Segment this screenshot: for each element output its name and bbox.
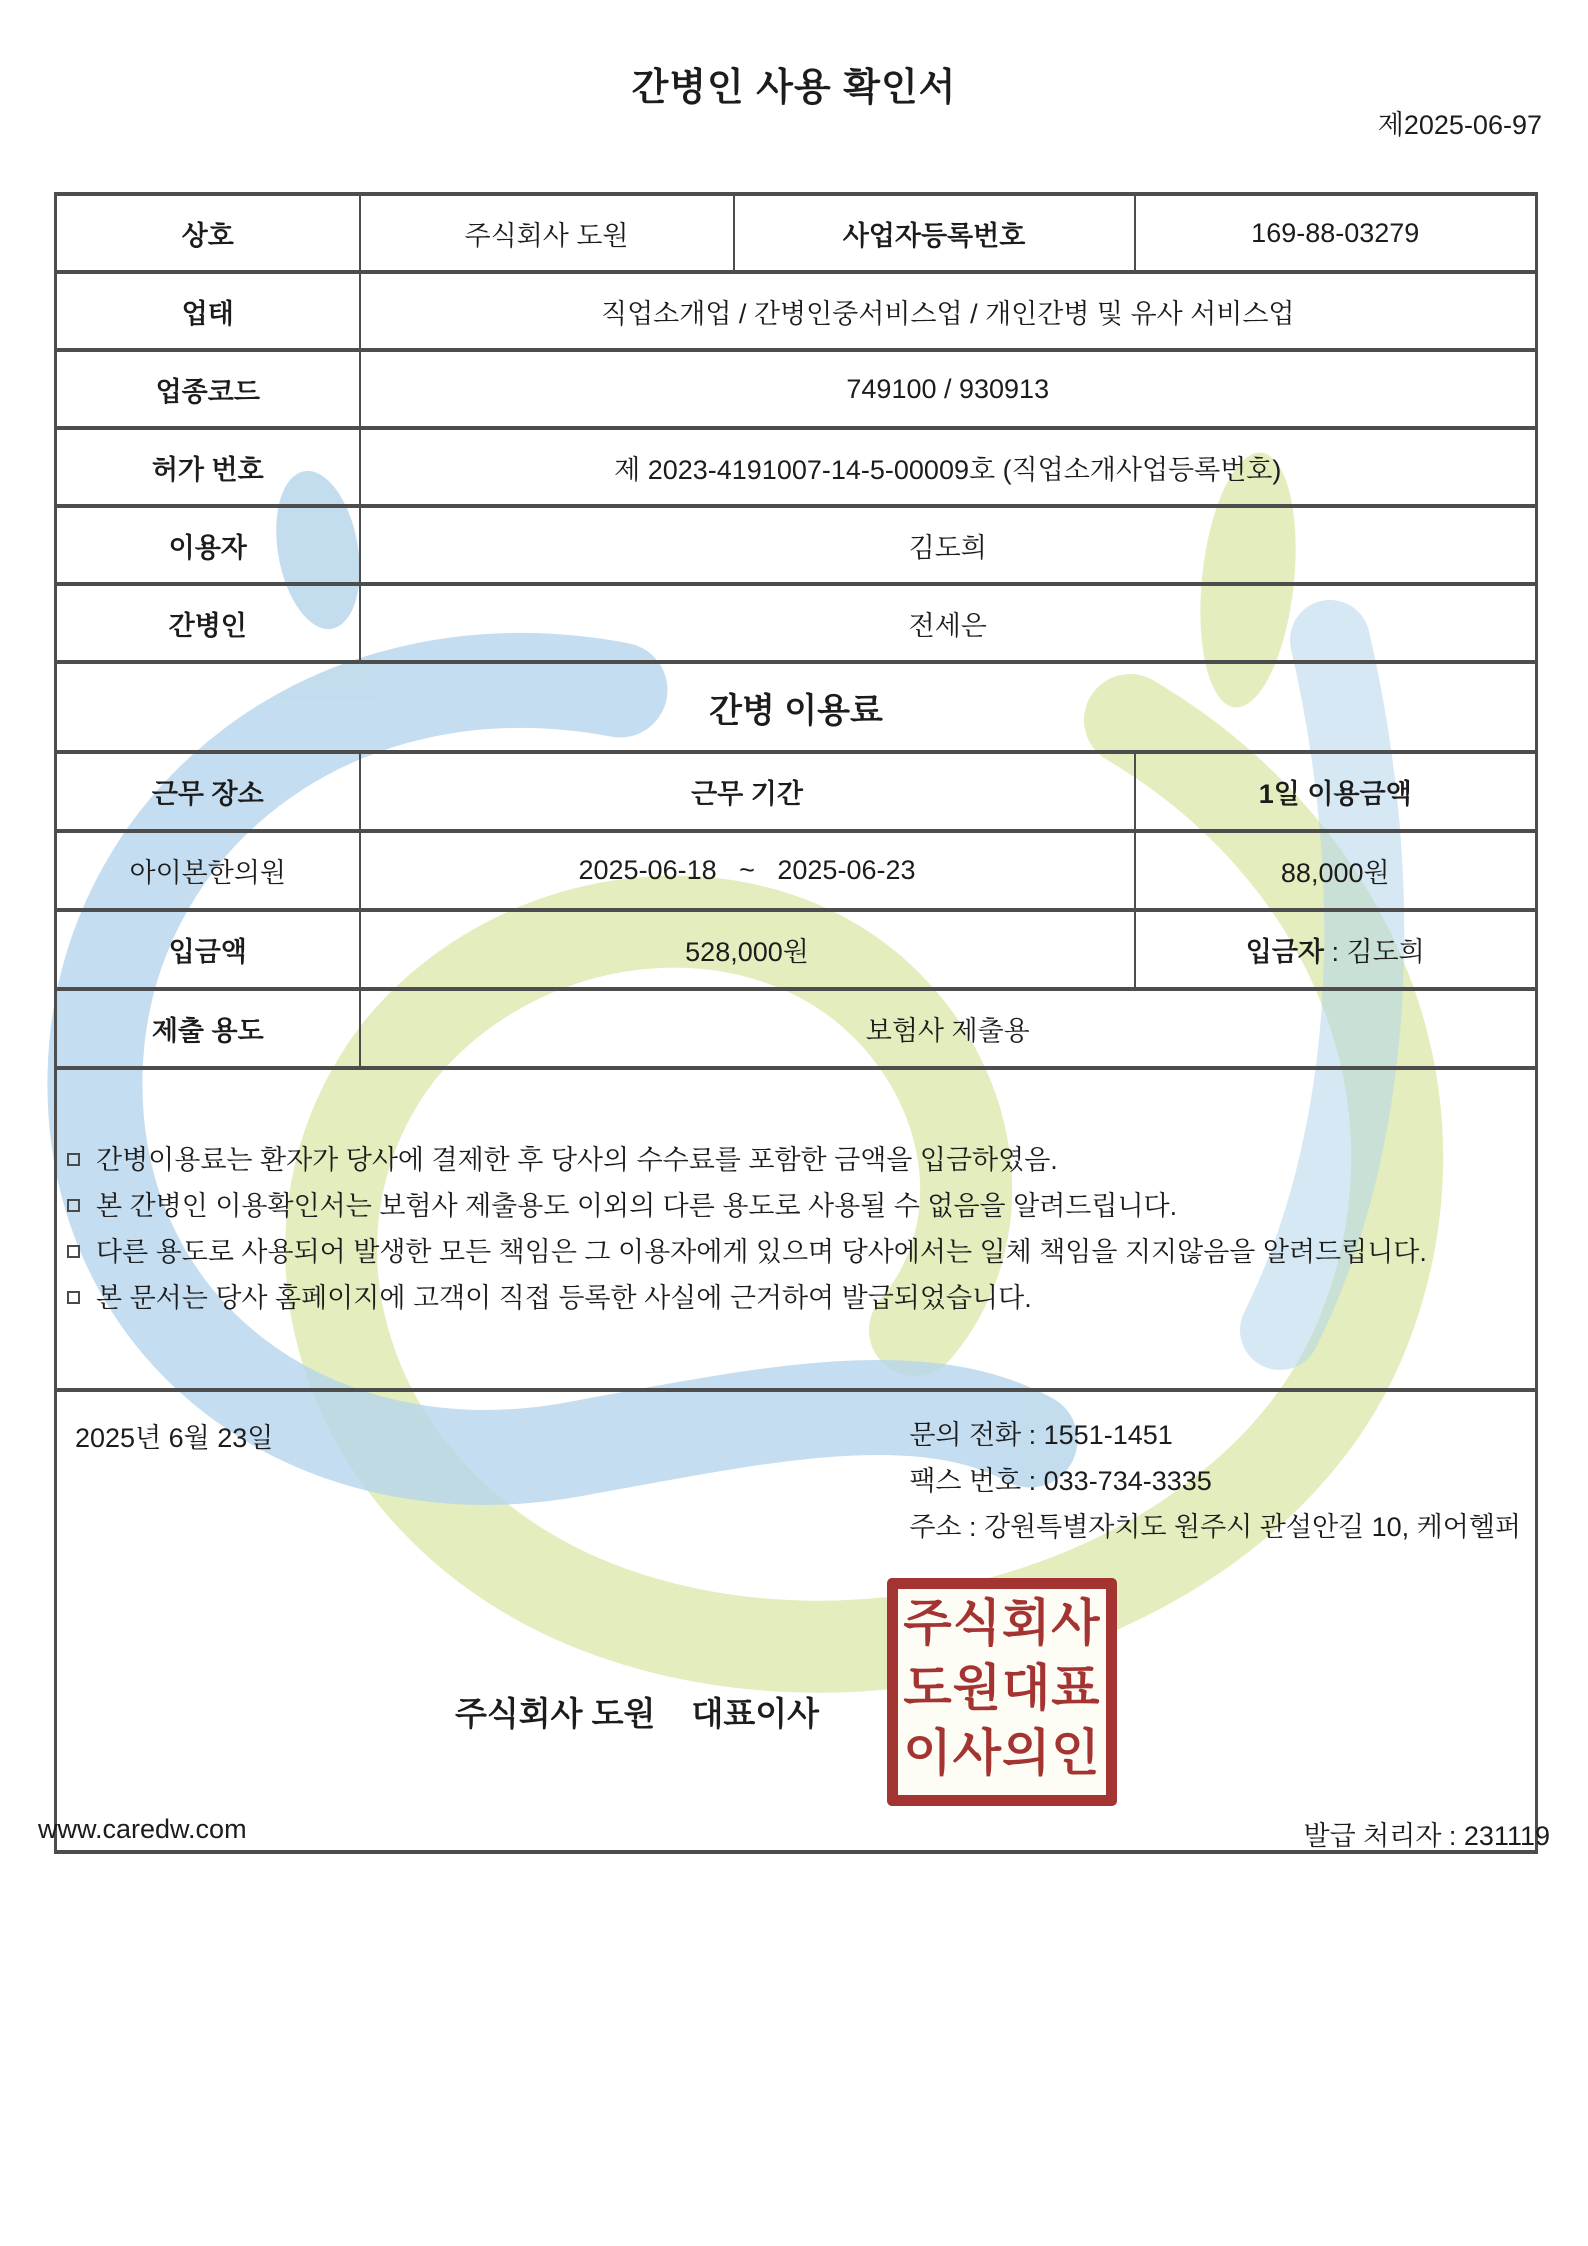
company-signature-line: [455, 1688, 819, 1735]
depositor-cell: [1135, 910, 1537, 989]
contact-address: 주소 : 강원특별자치도 원주시 관설안길 10, 케어헬퍼: [909, 1512, 1521, 1542]
note-text: 본 간병인 이용확인서는 보험사 제출용도 이외의 다른 용도로 사용될 수 없음을 알려드립니다.: [96, 1191, 1178, 1221]
purpose-row: [56, 989, 1537, 1068]
company-seal-stamp: [887, 1578, 1117, 1806]
note-text: 다른 용도로 사용되어 발생한 모든 책임은 그 이용자에게 있으며 당사에서는 일체 책임을 지지않음을 알려드립니다.: [96, 1237, 1427, 1267]
document-number: 제2025-06-97: [1377, 110, 1542, 140]
work-period-value: 2025-06-18 ~ 2025-06-23: [360, 831, 1135, 910]
table-row-permit-number: [56, 428, 1537, 506]
notes-row: [56, 1068, 1537, 1390]
note-line: [61, 1229, 1531, 1275]
daily-fee-header: 1일 이용금액: [1135, 752, 1537, 831]
table-row-user: [56, 506, 1537, 584]
work-period-header: 근무 기간: [360, 752, 1135, 831]
daily-fee-value: 88,000원: [1135, 831, 1537, 910]
square-bullet-icon: [67, 1245, 80, 1258]
issue-row: [56, 1390, 1537, 1852]
business-type-label: 업태: [56, 272, 360, 350]
contact-block: [909, 1412, 1521, 1550]
purpose-value: 보험사 제출용: [360, 989, 1537, 1068]
deposit-row: [56, 910, 1537, 989]
square-bullet-icon: [67, 1291, 80, 1304]
fee-section-title: 간병 이용료: [56, 662, 1537, 752]
industry-code-label: 업종코드: [56, 350, 360, 428]
company-value: 주식회사 도원: [360, 194, 734, 272]
website-url: www.caredw.com: [38, 1814, 247, 1844]
note-line: [61, 1183, 1531, 1229]
seal-text-line: 도원대표: [903, 1660, 1101, 1716]
company-label: 상호: [56, 194, 360, 272]
issuer-id: 발급 처리자 : 231119: [1303, 1821, 1550, 1851]
caregiver-label: 간병인: [56, 584, 360, 662]
purpose-label: 제출 용도: [56, 989, 360, 1068]
issue-date: 2025년 6월 23일: [75, 1423, 274, 1453]
square-bullet-icon: [67, 1199, 80, 1212]
note-line: [61, 1275, 1531, 1321]
table-row-business-type: [56, 272, 1537, 350]
permit-number-label: 허가 번호: [56, 428, 360, 506]
user-label: 이용자: [56, 506, 360, 584]
note-line: [61, 1137, 1531, 1183]
table-row-industry-code: [56, 350, 1537, 428]
fee-section-header-row: [56, 662, 1537, 752]
contact-fax: 팩스 번호 : 033-734-3335: [909, 1466, 1212, 1496]
work-place-header: 근무 장소: [56, 752, 360, 831]
table-row-caregiver: [56, 584, 1537, 662]
company-name: 주식회사 도원: [455, 1695, 656, 1732]
depositor-value: : 김도희: [1323, 937, 1425, 967]
permit-number-value: 제 2023-4191007-14-5-00009호 (직업소개사업등록번호): [360, 428, 1537, 506]
caregiver-value: 전세은: [360, 584, 1537, 662]
fee-data-row: [56, 831, 1537, 910]
table-row-company: [56, 194, 1537, 272]
ceo-title: 대표이사: [691, 1695, 819, 1732]
business-type-value: 직업소개업 / 간병인중서비스업 / 개인간병 및 유사 서비스업: [360, 272, 1537, 350]
business-no-value: 169-88-03279: [1135, 194, 1537, 272]
user-value: 김도희: [360, 506, 1537, 584]
seal-text-line: 주식회사: [903, 1595, 1101, 1651]
notes-cell: [56, 1068, 1537, 1390]
note-text: 간병이용료는 환자가 당사에 결제한 후 당사의 수수료를 포함한 금액을 입금하였음.: [96, 1145, 1058, 1175]
business-no-label: 사업자등록번호: [734, 194, 1135, 272]
depositor-label: 입금자: [1245, 937, 1324, 967]
fee-header-row: [56, 752, 1537, 831]
work-place-value: 아이본한의원: [56, 831, 360, 910]
square-bullet-icon: [67, 1153, 80, 1166]
note-text: 본 문서는 당사 홈페이지에 고객이 직접 등록한 사실에 근거하여 발급되었습니다.: [96, 1283, 1032, 1313]
page-footer: [38, 1814, 1550, 1853]
page-title: 간병인 사용 확인서: [631, 67, 957, 109]
issue-cell: [56, 1390, 1537, 1852]
seal-text-line: 이사의인: [903, 1725, 1101, 1781]
contact-phone: 문의 전화 : 1551-1451: [909, 1420, 1173, 1450]
confirmation-table: [54, 192, 1538, 1854]
deposit-label: 입금액: [56, 910, 360, 989]
industry-code-value: 749100 / 930913: [360, 350, 1537, 428]
deposit-value: 528,000원: [360, 910, 1135, 989]
